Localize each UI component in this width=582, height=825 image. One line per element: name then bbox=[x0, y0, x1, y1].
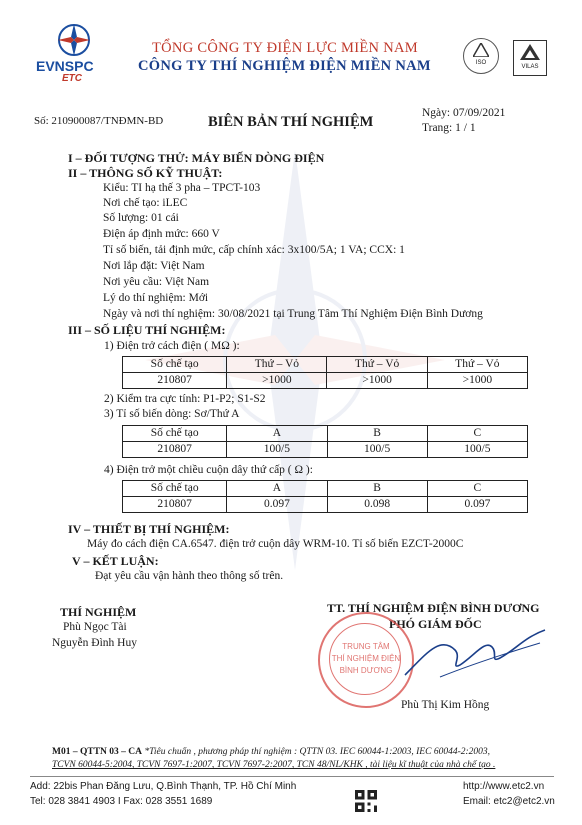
footer-phone: Tel: 028 3841 4903 I Fax: 028 3551 1689 bbox=[30, 796, 213, 807]
insulation-table bbox=[122, 356, 528, 389]
spec-manufacturer: Nơi chế tạo: iLEC bbox=[103, 197, 188, 209]
signer-right-org: TT. THÍ NGHIỆM ĐIỆN BÌNH DƯƠNG bbox=[327, 601, 540, 615]
section-object: I – ĐỐI TƯỢNG THỬ: MÁY BIẾN DÒNG ĐIỆN bbox=[68, 151, 325, 165]
document-title: BIÊN BẢN THÍ NGHIỆM bbox=[208, 114, 374, 130]
table-cell: 100/5 bbox=[427, 442, 527, 458]
section-data: III – SỐ LIỆU THÍ NGHIỆM: bbox=[68, 323, 226, 337]
signer-right-name: Phù Thị Kim Hồng bbox=[401, 699, 490, 711]
resistance-table bbox=[122, 480, 528, 513]
table-row bbox=[123, 497, 528, 513]
table-cell: 0.097 bbox=[427, 497, 527, 513]
document-number: Số: 210900087/TNĐMN-BD bbox=[34, 115, 164, 127]
iso-badge bbox=[463, 38, 499, 74]
footer-email[interactable]: Email: etc2@etc2.vn bbox=[463, 796, 555, 807]
table-header-cell: A bbox=[227, 481, 327, 497]
table-cell: 210807 bbox=[123, 373, 227, 389]
spec-date-place: Ngày và nơi thí nghiệm: 30/08/2021 tại Trung Tâm Thí Nghiệm Điện Bình Dương bbox=[103, 308, 483, 320]
table-row bbox=[123, 442, 528, 458]
footer-standard2: TCVN 60044-5:2004, TCVN 7697-1:2007, TCVN 7697-2:2007, TCN 48/NL/KHK , tài liệu kĩ thuật của nhà chế tạo . bbox=[52, 760, 496, 770]
evn-star-icon bbox=[54, 22, 94, 58]
signer-left-name1: Phù Ngọc Tài bbox=[63, 621, 127, 633]
footer-code: M01 – QTTN 03 – CA bbox=[52, 747, 142, 757]
stamp-line1: TRUNG TÂM bbox=[342, 642, 390, 651]
section-equipment: IV – THIẾT BỊ THÍ NGHIỆM: bbox=[68, 522, 230, 536]
table-header-row bbox=[123, 481, 528, 497]
logo-sub: ETC bbox=[62, 73, 82, 84]
table-row bbox=[123, 373, 528, 389]
spec-reason: Lý do thí nghiệm: Mới bbox=[103, 292, 209, 304]
table-cell: >1000 bbox=[427, 373, 527, 389]
table-cell: 210807 bbox=[123, 442, 227, 458]
table-cell: 210807 bbox=[123, 497, 227, 513]
table-header-cell: Thứ – Vỏ bbox=[227, 357, 327, 373]
spec-ratio: Tỉ số biến, tải định mức, cấp chính xác: 3x100/5A; 1 VA; CCX: 1 bbox=[103, 244, 405, 256]
ratio-table bbox=[122, 425, 528, 458]
vilas-badge bbox=[513, 40, 547, 76]
table-header-row bbox=[123, 426, 528, 442]
table-header-cell: C bbox=[427, 481, 527, 497]
spec-install-place: Nơi lắp đặt: Việt Nam bbox=[103, 260, 205, 272]
signer-left-name2: Nguyễn Đình Huy bbox=[52, 637, 137, 649]
table-cell: >1000 bbox=[327, 373, 427, 389]
table-cell: 100/5 bbox=[327, 442, 427, 458]
conclusion-text: Đạt yêu cầu vận hành theo thông số trên. bbox=[95, 570, 284, 582]
spec-quantity: Số lượng: 01 cái bbox=[103, 212, 179, 224]
section-conclusion: V – KẾT LUẬN: bbox=[72, 554, 159, 568]
footer-address: Add: 22bis Phan Đăng Lưu, Q.Bình Thạnh, TP. Hồ Chí Minh bbox=[30, 781, 297, 792]
signer-right-role: PHÓ GIÁM ĐỐC bbox=[389, 617, 482, 631]
equipment-text: Máy đo cách điện CA.6547. điện trở cuộn dây WRM-10. Tỉ số biến EZCT-2000C bbox=[87, 538, 464, 550]
footer-standards bbox=[52, 747, 490, 757]
table-header-cell: Số chế tạo bbox=[123, 426, 227, 442]
item-ratio-label: 3) Tỉ số biến dòng: Sơ/Thứ A bbox=[104, 408, 240, 420]
section-specs: II – THÔNG SỐ KỸ THUẬT: bbox=[68, 166, 223, 180]
item-resistance-label: 4) Điện trở một chiều cuộn dây thứ cấp ( Ω ): bbox=[104, 464, 313, 476]
parent-company-name: TỔNG CÔNG TY ĐIỆN LỰC MIỀN NAM bbox=[152, 40, 418, 56]
footer-standard1: *Tiêu chuẩn , phương pháp thí nghiệm : QTTN 03. IEC 60044-1:2003, IEC 60044-2:2003, bbox=[144, 747, 491, 757]
document-date: Ngày: 07/09/2021 bbox=[422, 107, 506, 119]
spec-voltage: Điện áp định mức: 660 V bbox=[103, 228, 220, 240]
document-page: Trang: 1 / 1 bbox=[422, 122, 476, 134]
table-cell: 0.098 bbox=[327, 497, 427, 513]
triangle-icon bbox=[473, 43, 489, 57]
handwritten-signature bbox=[400, 625, 550, 685]
table-header-cell: Thứ – Vỏ bbox=[427, 357, 527, 373]
table-cell: 100/5 bbox=[227, 442, 327, 458]
item-insulation-label: 1) Điện trở cách điện ( MΩ ): bbox=[104, 340, 240, 352]
company-name: CÔNG TY THÍ NGHIỆM ĐIỆN MIỀN NAM bbox=[138, 58, 431, 74]
iso-badge-label: ISO bbox=[475, 60, 487, 66]
accreditation-icon bbox=[520, 44, 540, 60]
footer-divider bbox=[30, 776, 554, 777]
item-polarity-label: 2) Kiểm tra cực tính: P1-P2; S1-S2 bbox=[104, 393, 266, 405]
table-cell: >1000 bbox=[227, 373, 327, 389]
spec-requester: Nơi yêu cầu: Việt Nam bbox=[103, 276, 210, 288]
table-header-row bbox=[123, 357, 528, 373]
table-header-cell: Số chế tạo bbox=[123, 357, 227, 373]
table-header-cell: A bbox=[227, 426, 327, 442]
signer-left-title: THÍ NGHIỆM bbox=[60, 605, 137, 619]
table-header-cell: Số chế tạo bbox=[123, 481, 227, 497]
table-header-cell: B bbox=[327, 426, 427, 442]
logo-brand: EVNSPC bbox=[36, 58, 94, 74]
table-header-cell: Thứ – Vỏ bbox=[327, 357, 427, 373]
company-logo bbox=[36, 22, 116, 82]
stamp-line3: BÌNH DƯƠNG bbox=[339, 666, 393, 675]
footer-website[interactable]: http://www.etc2.vn bbox=[463, 781, 545, 792]
table-header-cell: B bbox=[327, 481, 427, 497]
table-header-cell: C bbox=[427, 426, 527, 442]
qr-code-icon bbox=[355, 790, 377, 812]
spec-type: Kiểu: TI hạ thế 3 pha – TPCT-103 bbox=[103, 182, 261, 194]
vilas-badge-label: VILAS bbox=[521, 64, 539, 70]
stamp-line2: THÍ NGHIỆM ĐIỆN bbox=[331, 654, 401, 663]
table-cell: 0.097 bbox=[227, 497, 327, 513]
